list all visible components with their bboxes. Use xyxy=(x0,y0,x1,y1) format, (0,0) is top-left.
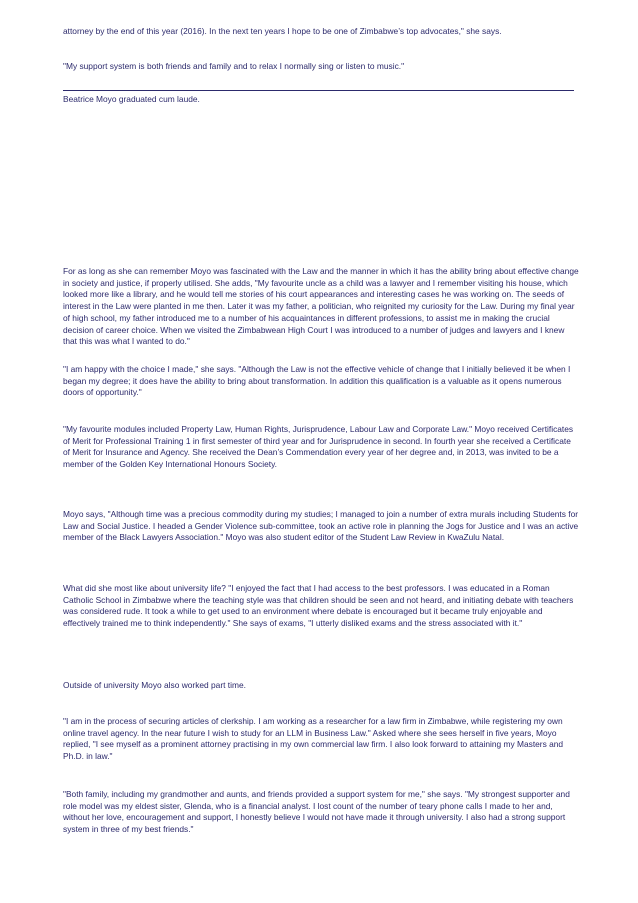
paragraph-choice: "I am happy with the choice I made," she says. "Although the Law is not the effective vehicle of change that I initially believed it be when I began my degree; it does have the ability to bring about transformation. In addition this qualification is a valuable as it opens numerous doors of opportunity." xyxy=(63,364,571,398)
paragraph-university-life: What did she most like about university life? "I enjoyed the fact that I had access to the best professors. I was educated in a Roman Catholic School in Zimbabwe where the teaching style was that children should be seen and not heard, and initiating debate with teachers was considered rude. It took a while to get used to an environment where debate is encouraged but it became truly enjoyable and effectively trained me to think independently." She says of exams, "I utterly disliked exams and the stress associated with it." xyxy=(63,583,574,629)
paragraph-intro-line: attorney by the end of this year (2016). In the next ten years I hope to be one of Zimbabwe’s top advocates," she says. xyxy=(63,26,502,36)
caption-divider xyxy=(63,90,574,91)
paragraph-family-support: "Both family, including my grandmother and aunts, and friends provided a support system for me," she says. "My strongest supporter and role model was my eldest sister, Glenda, who is a financial analyst. I lost count of the number of teary phone calls I made to her and, without her love, encouragement and support, I honestly believe I would not have made it through university. I also had a strong support system in three of my best friends." xyxy=(63,789,570,835)
paragraph-modules: "My favourite modules included Property Law, Human Rights, Jurisprudence, Labour Law and Corporate Law." Moyo received Certificates of Merit for Professional Training 1 in first semester of third year and for Jurisprudence in second. In fourth year she received a Certificate of Merit for Insurance and Agency. She received the Dean’s Commendation every year of her degree and, in 2013, was invited to be a member of the Golden Key International Honours Society. xyxy=(63,424,574,470)
paragraph-part-time: Outside of university Moyo also worked part time. xyxy=(63,680,246,690)
photo-placeholder xyxy=(63,110,574,263)
paragraph-support-quote: "My support system is both friends and family and to relax I normally sing or listen to music." xyxy=(63,61,405,71)
photo-caption: Beatrice Moyo graduated cum laude. xyxy=(63,94,200,104)
paragraph-clerkship: "I am in the process of securing articles of clerkship. I am working as a researcher for a law firm in Zimbabwe, while registering my own online travel agency. In the near future I wish to study for an LLM in Business Law." Asked where she sees herself in five years, Moyo replied, "I see myself as a prominent attorney practising in my own commercial law firm. I also look forward to attaining my Masters and Ph.D. in law." xyxy=(63,716,564,762)
paragraph-extra-murals: Moyo says, "Although time was a precious commodity during my studies; I managed to join a number of extra murals including Students for Law and Social Justice. I headed a Gender Violence sub-committee, took an active role in planning the Jogs for Justice and I was an active member of the Black Lawyers Association." Moyo was also student editor of the Student Law Review in KwaZulu Natal. xyxy=(63,509,579,543)
paragraph-fascination: For as long as she can remember Moyo was fascinated with the Law and the manner in which it has the ability bring about effective change in society and justice, if properly utilised. She adds, "My favourite uncle as a child was a lawyer and I remember visiting his house, which looked more like a library, and he would tell me stories of his court appearances and interesting cases he was working on. The seeds of interest in the Law were planted in me then. Later it was my father, a politician, who reignited my curiosity for the Law. During my final year of high school, my father introduced me to a number of his acquaintances in different professions, to assist me in making the crucial decision of career choice. When we visited the Zimbabwean High Court I was introduced to a number of judges and lawyers and I knew that this was what I wanted to do." xyxy=(63,266,579,347)
